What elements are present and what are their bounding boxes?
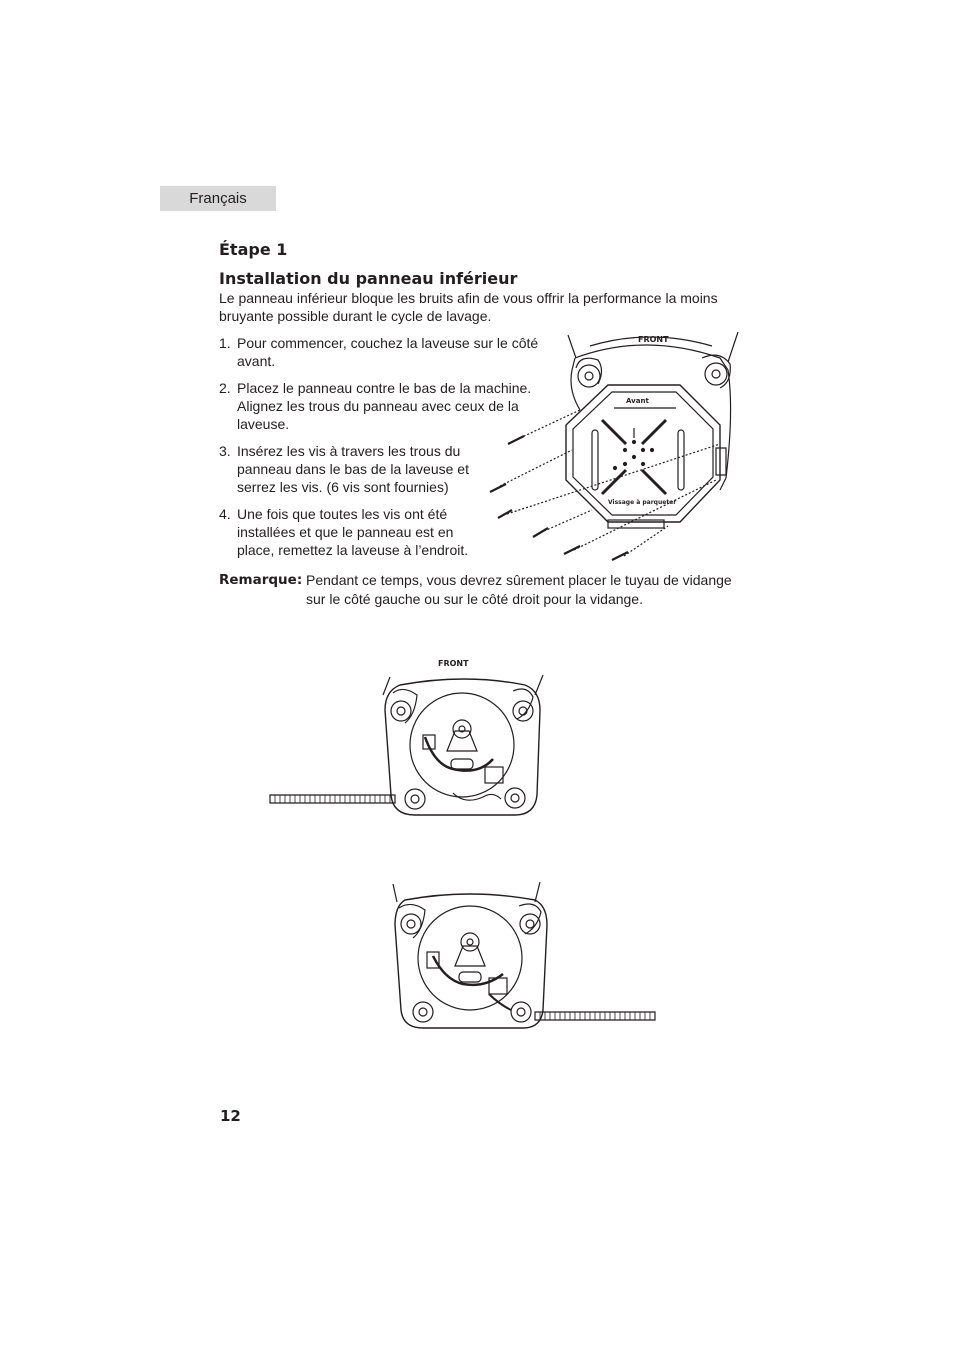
list-item-number: 1. — [219, 335, 231, 351]
page-number: 12 — [220, 1107, 241, 1125]
section-title: Installation du panneau inférieur — [219, 269, 518, 288]
language-tab: Français — [160, 186, 276, 211]
note — [219, 571, 749, 609]
list-item-text: Placez le panneau contre le bas de la machine. Alignez les trous du panneau avec ceux de la laveuse. — [237, 380, 532, 432]
list-item-text: Pour commencer, couchez la laveuse sur le côté avant. — [237, 335, 539, 369]
avant-label: Avant — [626, 397, 649, 405]
front-label: FRONT — [438, 659, 469, 668]
list-item-text: Insérez les vis à travers les trous du panneau dans le bas de la laveuse et serrez les vis. (6 vis sont fournies) — [237, 443, 469, 495]
panel-installation-figure — [480, 330, 750, 570]
vissage-label: Vissage à parqueter — [608, 499, 677, 506]
list-item-number: 2. — [219, 380, 231, 396]
list-item-number: 4. — [219, 506, 231, 522]
list-item-text: Une fois que toutes les vis ont été installées et que le panneau est en place, remettez la laveuse à l’endroit. — [237, 506, 469, 558]
intro-paragraph: Le panneau inférieur bloque les bruits afin de vous offrir la performance la moins bruyante possible durant le cycle de lavage. — [219, 290, 718, 324]
drain-hose-left-figure — [265, 655, 555, 820]
front-label: FRONT — [638, 335, 669, 344]
step-title: Étape 1 — [219, 240, 288, 259]
note-label: Remarque: — [219, 572, 303, 588]
note-text: Pendant ce temps, vous devrez sûrement placer le tuyau de vidange sur le côté gauche ou sur le côté droit pour la vidange. — [306, 572, 732, 607]
list-item-number: 3. — [219, 443, 231, 459]
drain-hose-right-figure — [385, 880, 660, 1030]
